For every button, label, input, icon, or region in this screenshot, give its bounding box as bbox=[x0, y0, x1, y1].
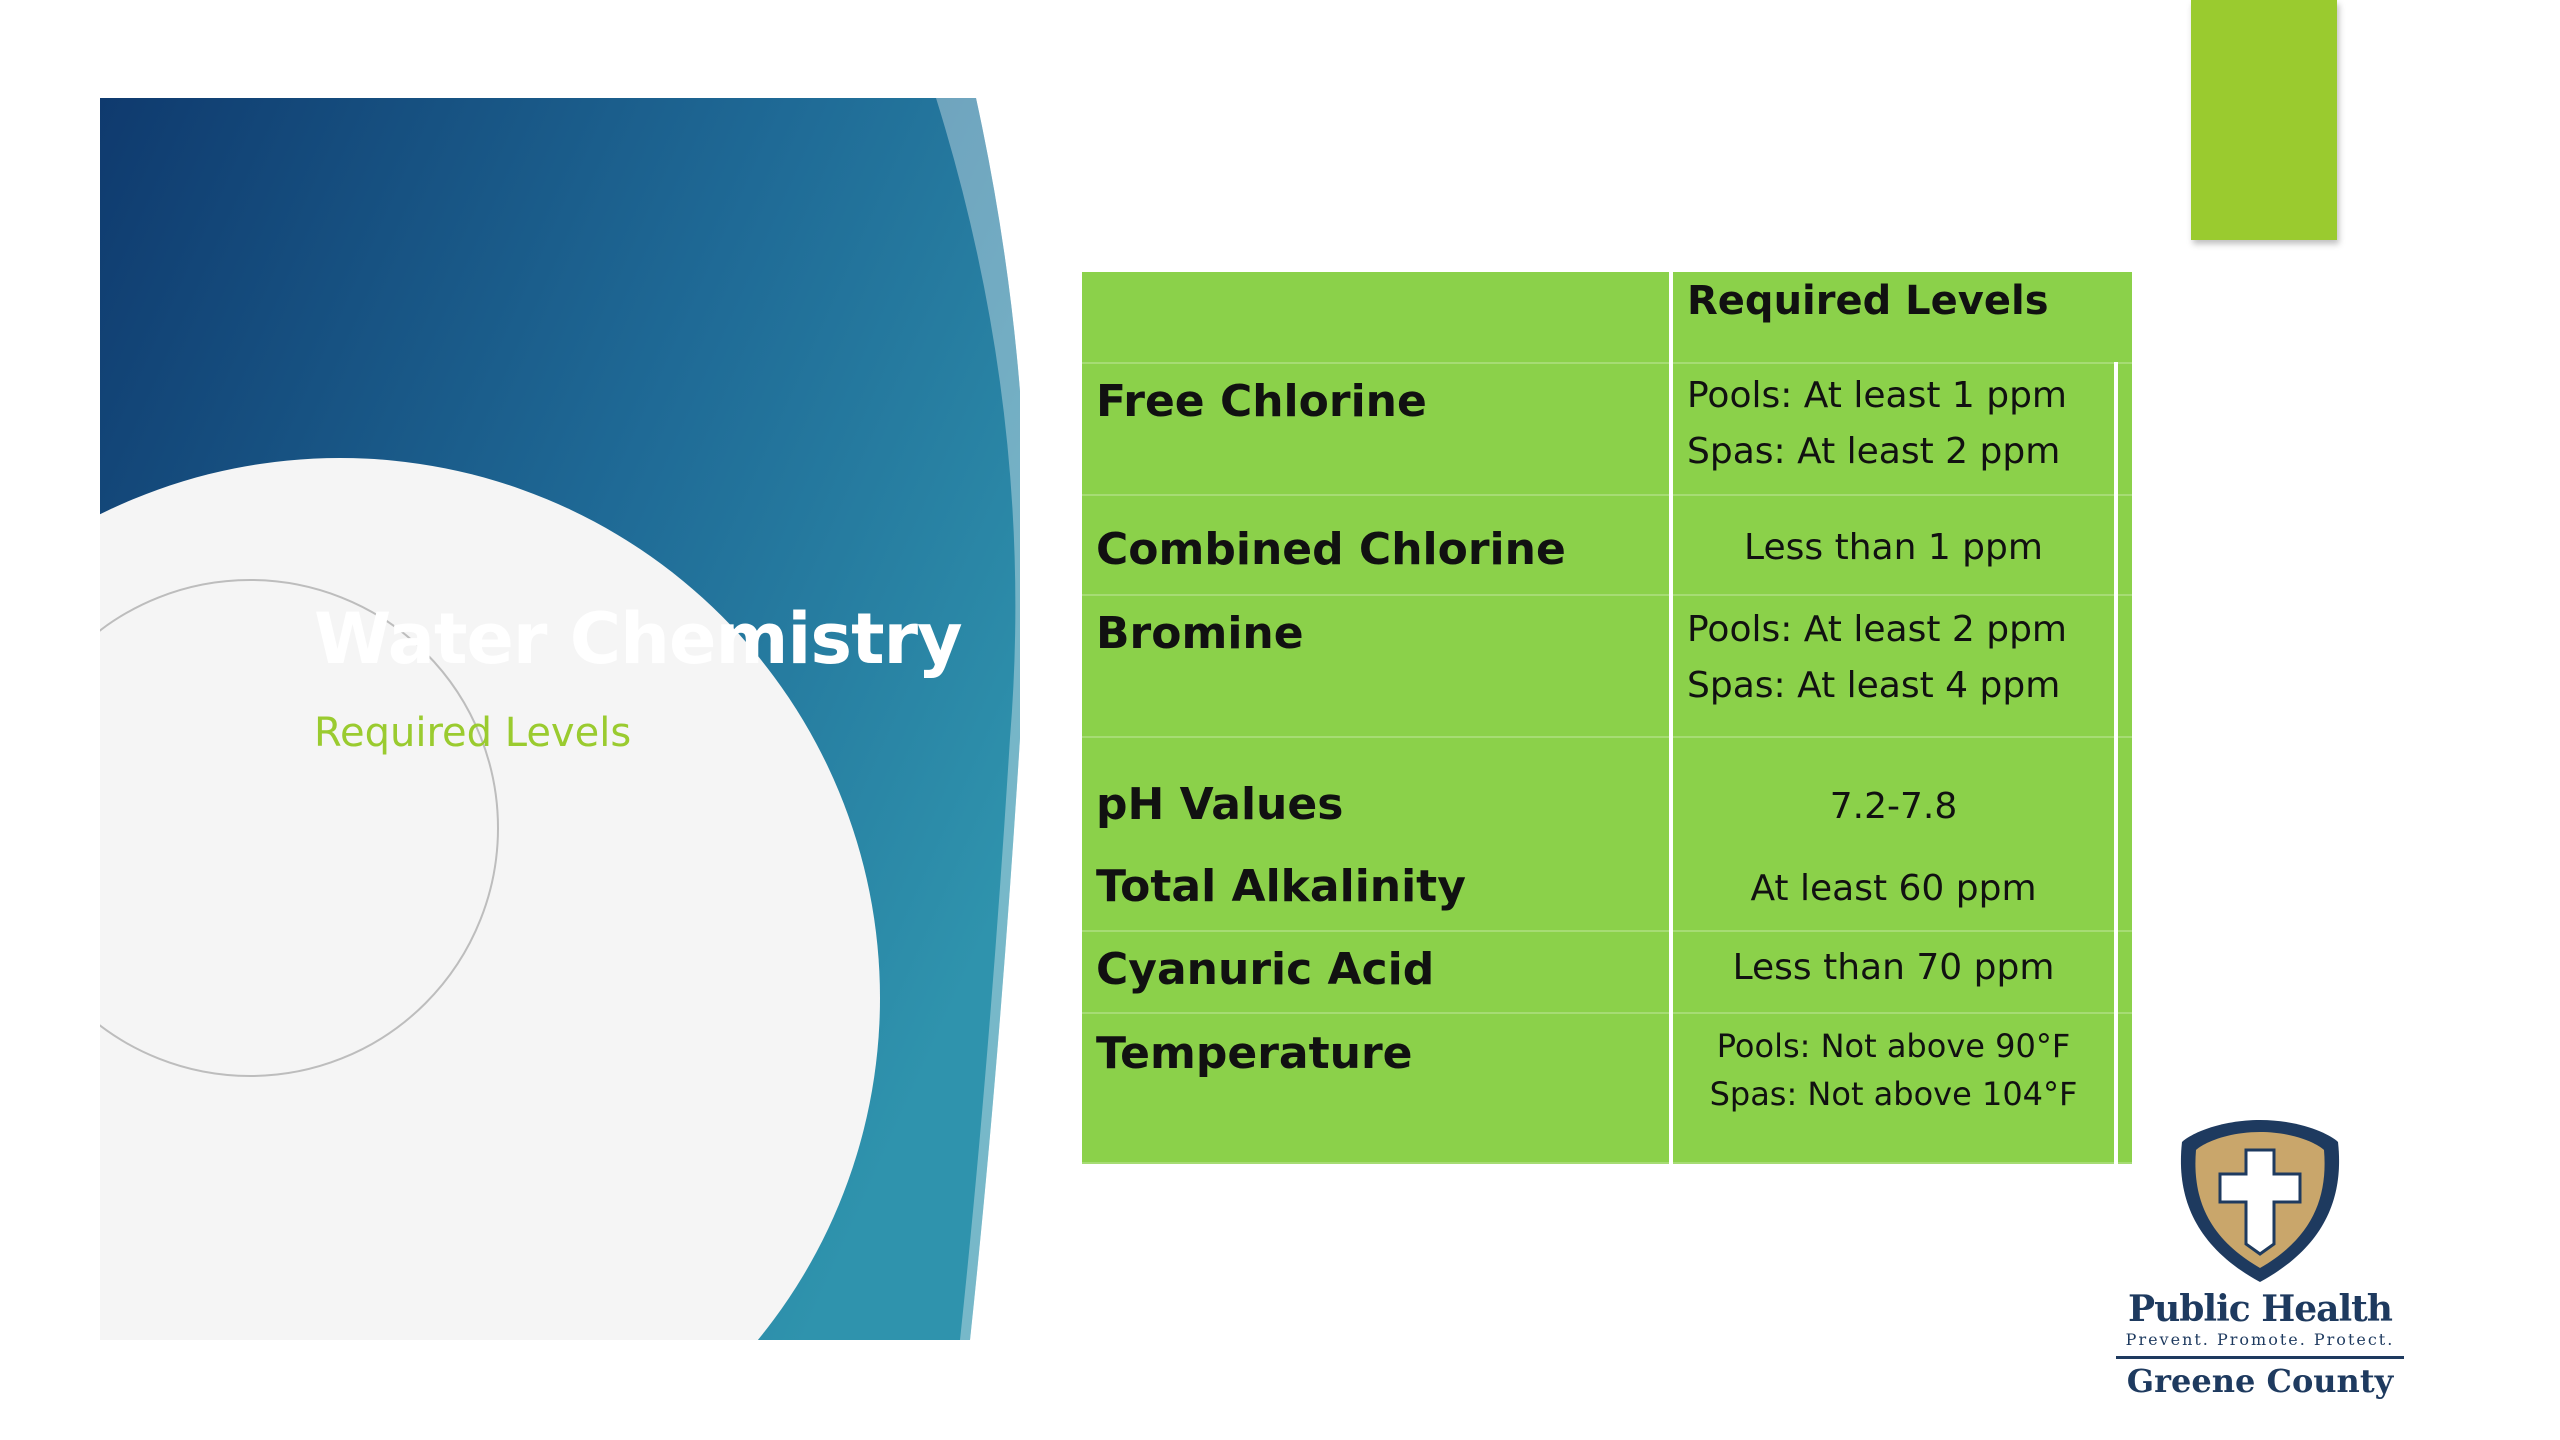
accent-tab bbox=[2191, 0, 2337, 240]
slide-title: Water Chemistry bbox=[314, 598, 962, 680]
slide-subtitle: Required Levels bbox=[314, 710, 632, 756]
logo-tagline: Prevent. Promote. Protect. bbox=[2125, 1330, 2395, 1349]
value-bromine bbox=[1671, 595, 2116, 737]
param-combined-chlorine: Combined Chlorine bbox=[1082, 495, 1671, 595]
value-cyanuric-acid bbox=[1671, 931, 2116, 1013]
value-line: Pools: At least 1 ppm bbox=[1687, 375, 2068, 416]
value-line: Spas: Not above 104°F bbox=[1709, 1075, 2078, 1113]
param-cyanuric-acid: Cyanuric Acid bbox=[1082, 931, 1671, 1013]
table-row bbox=[1082, 495, 2132, 595]
param-bromine: Bromine bbox=[1082, 595, 1671, 737]
shield-icon bbox=[2110, 1116, 2410, 1286]
table-header: Required Levels bbox=[1671, 272, 2132, 363]
table-row bbox=[1082, 931, 2132, 1013]
param-ph-values: pH Values bbox=[1096, 779, 1344, 830]
param-free-chlorine: Free Chlorine bbox=[1082, 363, 1671, 495]
table-row bbox=[1082, 595, 2132, 737]
required-levels-table bbox=[1082, 272, 2132, 1164]
value-line: Pools: At least 2 ppm bbox=[1687, 609, 2068, 650]
table-header-row bbox=[1082, 272, 2132, 363]
table-row bbox=[1082, 1013, 2132, 1163]
value-line: Spas: At least 4 ppm bbox=[1687, 665, 2061, 706]
param-temperature: Temperature bbox=[1082, 1013, 1671, 1163]
value-line: Less than 1 ppm bbox=[1744, 527, 2043, 568]
value-line: Less than 70 ppm bbox=[1732, 947, 2055, 988]
value-line: Spas: At least 2 ppm bbox=[1687, 431, 2061, 472]
value-ph: 7.2-7.8 bbox=[1829, 786, 1958, 827]
logo-county: Greene County bbox=[2126, 1362, 2394, 1400]
value-temperature bbox=[1671, 1013, 2116, 1163]
value-ph-alkalinity bbox=[1671, 737, 2116, 931]
value-alkalinity: At least 60 ppm bbox=[1750, 868, 2037, 909]
logo-name: Public Health bbox=[2128, 1288, 2392, 1330]
public-health-logo bbox=[2110, 1116, 2410, 1406]
value-free-chlorine bbox=[1671, 363, 2116, 495]
title-panel bbox=[100, 98, 1020, 1340]
logo-divider bbox=[2116, 1356, 2404, 1359]
value-line: Pools: Not above 90°F bbox=[1716, 1027, 2071, 1065]
value-combined-chlorine bbox=[1671, 495, 2116, 595]
param-ph-alkalinity bbox=[1082, 737, 1671, 931]
header-empty-cell bbox=[1082, 272, 1671, 363]
table-row bbox=[1082, 737, 2132, 931]
table-row bbox=[1082, 363, 2132, 495]
param-total-alkalinity: Total Alkalinity bbox=[1096, 861, 1466, 912]
